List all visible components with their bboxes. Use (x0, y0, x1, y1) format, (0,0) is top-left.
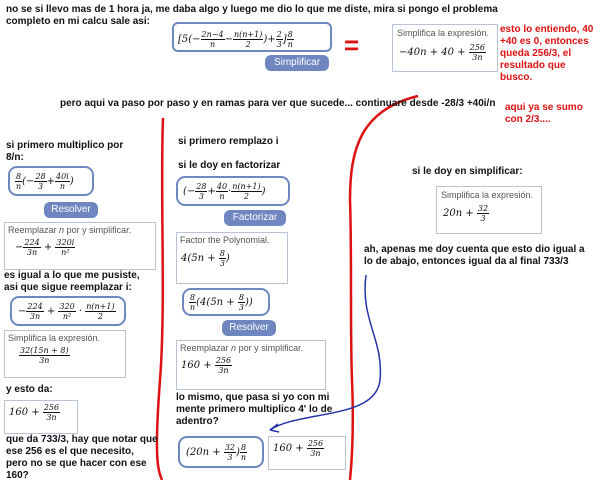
por-simplificar-label: por y simplificar. (66, 225, 132, 235)
col2-reempl-box: Reemplazar n por y simplificar. 160 + $\frac{256}{3n}$ (176, 340, 326, 390)
col1-head: si primero multiplico por 8/n: (6, 140, 124, 163)
col1-reempl: − $\frac{224}{3n}$ + $\frac{320i}{\text{n²}}$ (15, 238, 75, 257)
col1-reempl-box: Reemplazar n por y simplificar. − $\frac{224}{3n}$ + $\frac{320i}{\text{n²}}$ (4, 222, 156, 270)
red-note: esto lo entiendo, 40 +40 es 0, entonces queda 256/3, el resultado que busco. (500, 24, 594, 83)
top-result-box (392, 24, 498, 72)
por-simplificar-label-2: por y simplificar. (238, 343, 304, 353)
problem-input[interactable]: [5(− $\frac{2n-4}{n}$ − $\frac{n(n+1)}{2}$ )+ $\frac{2}{3}$ ] $\frac{8}{n}$ (172, 22, 332, 52)
equals-sign: = (344, 30, 360, 60)
col2-bottom-res: 160 + $\frac{256}{3n}$ (268, 436, 346, 470)
resolver-button-1[interactable]: Resolver (44, 202, 98, 218)
col2-head: si primero remplazo i (178, 136, 279, 147)
col2-lo: lo mismo, que pasa si yo con mi mente primero multiplico 4' lo de adentro? (176, 392, 333, 427)
middle-red: aqui ya se sumo con 2/3.... (505, 102, 583, 125)
col2-pill2[interactable]: $\frac{8}{n}$ (4(5n + $\frac{8}{3}$ )) (182, 288, 270, 316)
col1-bottom: que da 733/3, hay que notar que ese 256 es el que necesito, pero no se que hacer con ese 160? (6, 434, 158, 481)
wolf-label-3: Simplifica la expresión. (441, 190, 534, 200)
col1-equal: es igual a lo que me pusiste, asi que sigue reemplazar i: (4, 270, 140, 293)
reemplazar-label-2: Reemplazar (180, 343, 229, 353)
intro-text: no se si llevo mas de 1 hora ja, me daba algo y luego me dio lo que me diste, mira si pongo el problema completo en mi calcu sale asi: (6, 4, 498, 27)
col2-sub: si le doy en factorizar (178, 160, 281, 171)
col3-res: 20n + $\frac{32}{3}$ (443, 204, 489, 223)
factorizar-button[interactable]: Factorizar (224, 210, 286, 226)
col1-simpl: $\frac{32(15n + 8)}{3n}$ (20, 346, 69, 365)
wolf-label: Simplifica la expresión. (397, 28, 490, 38)
col1-pill2[interactable]: − $\frac{224}{3n}$ + $\frac{320}{\text{n²}}$ · $\frac{n(n+1)}{2}$ (10, 296, 126, 326)
top-result: −40n + 40 + $\frac{256}{3n}$ (399, 43, 486, 62)
factor-label: Factor the Polynomial. (180, 235, 270, 245)
col3-box (436, 186, 542, 234)
middle-line: pero aqui va paso por paso y en ramas para ver que sucede... continuare desde -28/3 +40i/n (60, 98, 496, 109)
reemplazar-label: Reemplazar (8, 225, 57, 235)
col3-ah: ah, apenas me doy cuenta que esto dio igual a lo de abajo, entonces igual da al final 733/3 (364, 244, 585, 267)
col2-res: 160 + $\frac{256}{3n}$ (181, 356, 232, 375)
simplificar-button[interactable]: Simplificar (265, 55, 329, 71)
col2-factor: 4(5n + $\frac{8}{3}$ ) (181, 249, 230, 268)
resolver-button-2[interactable]: Resolver (222, 320, 276, 336)
col2-pill[interactable]: (− $\frac{28}{3}$ + $\frac{40}{n}$ · $\frac{n(n+1)}{2}$ ) (176, 176, 290, 206)
col2-bottom-pill[interactable]: (20n + $\frac{32}{3}$ ) $\frac{8}{n}$ (178, 436, 264, 468)
col1-expr-pill[interactable]: $\frac{8}{n}$ (− $\frac{28}{3}$ + $\frac{40i}{n}$ ) (8, 166, 94, 196)
col2-factor-box (176, 232, 288, 284)
col1-y: y esto da: (6, 384, 53, 395)
col1-simpl-box (4, 330, 126, 378)
col3-head: si le doy en simplificar: (412, 166, 523, 177)
wolf-label-2: Simplifica la expresión. (8, 333, 101, 343)
col1-res: 160 + $\frac{256}{3n}$ (4, 400, 78, 434)
